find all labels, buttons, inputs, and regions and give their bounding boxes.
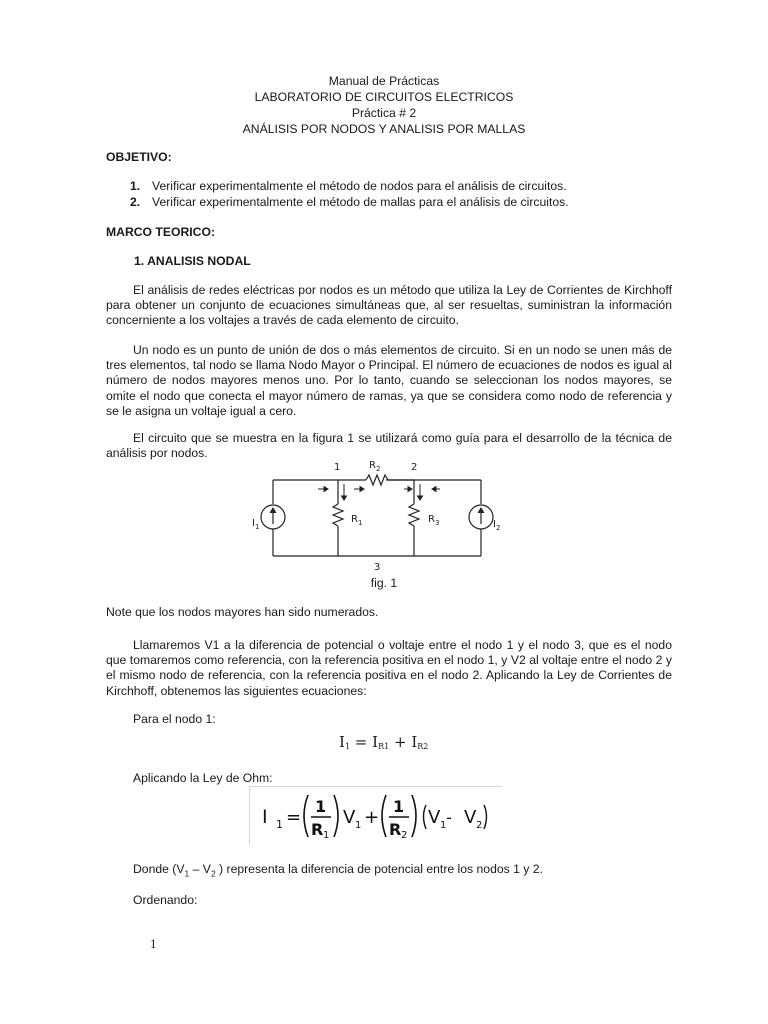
svg-text:1: 1	[440, 820, 447, 831]
equation-ohm-graphic	[250, 787, 502, 845]
circuit-diagram	[246, 456, 526, 576]
svg-text:=: =	[286, 807, 302, 828]
marco-teorico-heading: MARCO TEORICO:	[106, 225, 216, 239]
i1-label: $I_1$	[252, 518, 260, 531]
svg-text:1: 1	[323, 830, 330, 841]
svg-text:1: 1	[355, 820, 362, 831]
paragraph-nodal-intro: El análisis de redes eléctricas por nodos es un método que utiliza la Ley de Corrientes de Kirchhoff para obtener un conjunto de ecuaciones simultáneas que, al ser resueltas, suministran la información concerniente a los voltajes a través de cada elemento de circuito.	[106, 283, 672, 328]
equation-kcl-node-1: $I_1 = I_{R1} + I_{R2}$	[339, 733, 429, 751]
svg-text:V: V	[343, 807, 356, 828]
analisis-nodal-subheading: 1. ANALISIS NODAL	[134, 254, 251, 268]
svg-text:2: 2	[476, 820, 483, 831]
paragraph-figure-intro: El circuito que se muestra en la figura 1 se utilizará como guía para el desarrollo de la técnica de análisis por nodos.	[106, 431, 672, 461]
svg-text:V: V	[428, 807, 441, 828]
objetivo-heading: OBJETIVO:	[106, 150, 172, 164]
node-1-label: 1	[334, 462, 341, 473]
svg-text:R: R	[389, 820, 402, 839]
svg-text:+: +	[364, 807, 380, 828]
page-number: 1	[150, 936, 157, 951]
header-manual-title: Manual de Prácticas	[328, 74, 440, 88]
header-practice-title: ANÁLISIS POR NODOS Y ANALISIS POR MALLAS	[242, 122, 526, 136]
header-lab-title: LABORATORIO DE CIRCUITOS ELECTRICOS	[254, 90, 514, 104]
paragraph-voltage-definitions: Llamaremos V1 a la diferencia de potencial o voltaje entre el nodo 1 y el nodo 3, que es el nodo que tomaremos como referencia, con la referencia positiva en el nodo 1, y V2 al voltaje entre el nodo 2 y el mismo nodo de referencia, con la referencia positiva en el nodo 2. Aplicando la Ley de Corrientes de Kirchhoff, obtenemos las siguientes ecuaciones:	[106, 638, 672, 698]
objetivo-item-1	[130, 179, 567, 193]
node-3-label: 3	[374, 562, 381, 573]
svg-text:I: I	[262, 806, 268, 828]
paragraph-ohm-law: Aplicando la Ley de Ohm:	[133, 771, 273, 785]
objetivo-item-1-text: Verificar experimentalmente el método de nodos para el análisis de circuitos.	[152, 179, 567, 193]
header-practice-number: Práctica # 2	[351, 106, 417, 120]
paragraph-donde: Donde ($V_1 - V_2$ ) representa la diferencia de potencial entre los nodos 1 y 2.	[133, 862, 543, 879]
objetivo-item-1-number: 1.	[130, 179, 141, 193]
r1-label: $R_1$	[351, 514, 363, 527]
svg-text:2: 2	[401, 830, 408, 841]
svg-text:1: 1	[393, 797, 405, 816]
paragraph-ordenando: Ordenando:	[133, 893, 198, 907]
paragraph-node-definition: Un nodo es un punto de unión de dos o más elementos de circuito. Si en un nodo se unen más de tres elementos, tal nodo se llama Nodo Mayor o Principal. El número de ecuaciones de nodos es igual al número de nodos mayores menos uno. Por lo tanto, cuando se seleccionan los nodos mayores, se omite el nodo que conecta el mayor número de ramas, ya que se considera como nodo de referencia y se le asigna un voltaje igual a cero.	[106, 343, 672, 418]
svg-text:1: 1	[315, 797, 327, 816]
equation-ohm-node-1	[249, 786, 502, 845]
paragraph-numbered-nodes: Note que los nodos mayores han sido numerados.	[106, 605, 379, 619]
r3-label: $R_3$	[428, 514, 440, 527]
r2-label: $R_2$	[369, 460, 381, 473]
svg-text:-: -	[446, 808, 452, 827]
node-2-label: 2	[411, 462, 418, 473]
paragraph-node-1: Para el nodo 1:	[133, 712, 216, 726]
objetivo-item-2-text: Verificar experimentalmente el método de mallas para el análisis de circuitos.	[152, 195, 569, 209]
objetivo-item-2-number: 2.	[130, 195, 141, 209]
document-header	[0, 73, 768, 137]
objetivo-item-2	[130, 195, 569, 209]
svg-text:V: V	[464, 807, 477, 828]
svg-text:R: R	[311, 820, 324, 839]
svg-text:1: 1	[276, 818, 283, 831]
figure-caption: fig. 1	[370, 576, 398, 590]
i2-label: $I_2$	[493, 519, 501, 532]
